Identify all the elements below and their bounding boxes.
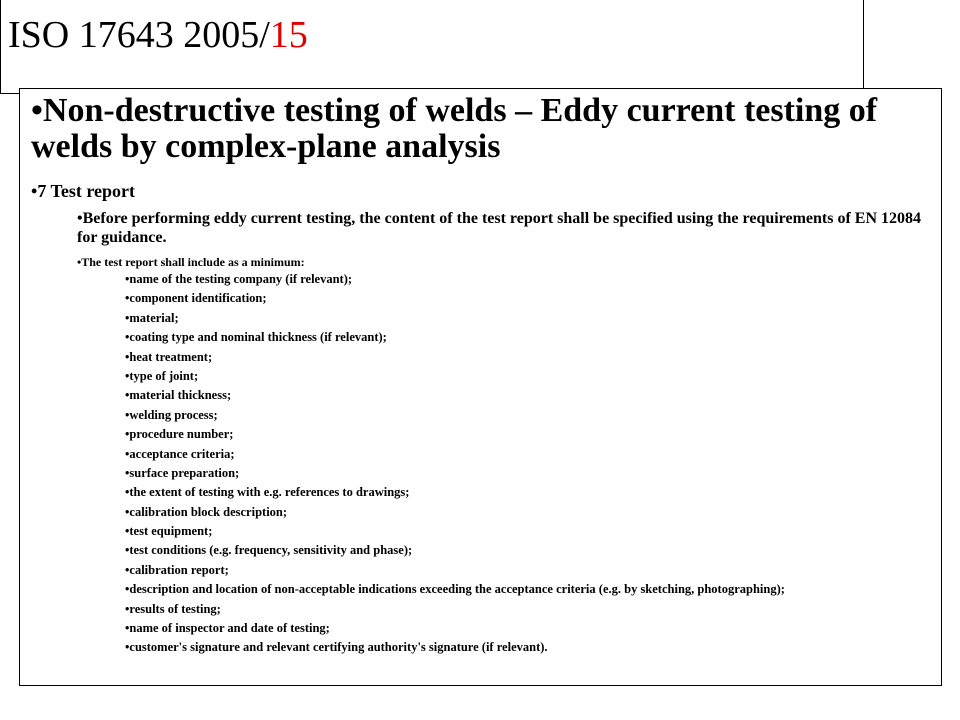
list-item	[125, 640, 925, 655]
heading-bullet: •	[31, 92, 43, 129]
list-item	[125, 311, 925, 326]
list-item-text: acceptance criteria;	[129, 446, 235, 461]
bullet: •	[125, 562, 130, 577]
list-item-text: heat treatment;	[129, 349, 213, 364]
main-heading	[31, 93, 931, 165]
title-box	[0, 0, 864, 94]
list-item	[125, 602, 925, 617]
list-item-text: material;	[129, 310, 179, 325]
bullet: •	[125, 504, 130, 519]
list-item-text: results of testing;	[129, 601, 221, 616]
section-text: 7 Test report	[37, 181, 135, 201]
list-item-text: name of the testing company (if relevant);	[129, 272, 353, 286]
list-item-text: component identification;	[129, 291, 267, 306]
list-item	[125, 388, 925, 403]
list-item-text: customer's signature and relevant certifying authority's signature (if relevant).	[129, 640, 548, 655]
list-item	[125, 621, 925, 636]
title-standard: ISO 17643 2005/	[8, 14, 270, 56]
list-intro-text: The test report shall include as a minimum:	[81, 255, 305, 269]
bullet: •	[125, 407, 130, 422]
bullet: •	[125, 349, 130, 364]
list-item	[125, 369, 925, 384]
bullet: •	[125, 601, 130, 616]
list-item	[125, 505, 925, 520]
list-item	[125, 330, 925, 345]
bullet: •	[125, 427, 130, 442]
list-item	[125, 427, 925, 442]
bullet: •	[125, 272, 130, 286]
list-item-text: the extent of testing with e.g. references to drawings;	[129, 485, 410, 500]
bullet: •	[125, 465, 130, 480]
list-item-text: name of inspector and date of testing;	[129, 621, 330, 636]
list-item-text: calibration block description;	[129, 504, 288, 519]
list-item	[125, 466, 925, 481]
slide-title	[8, 13, 308, 57]
bullet: •	[125, 543, 130, 558]
bullet: •	[77, 210, 83, 227]
list-item	[125, 447, 925, 462]
list-item	[125, 408, 925, 423]
list-item-text: material thickness;	[129, 388, 232, 403]
list-item-text: type of joint;	[129, 368, 199, 383]
list-item-text: description and location of non-acceptable indications exceeding the acceptance criteria (e.g. by sketching, photographing);	[129, 582, 785, 597]
list-item	[125, 272, 925, 287]
list-item-text: calibration report;	[129, 562, 229, 577]
section-heading	[31, 180, 135, 202]
bullet: •	[125, 330, 130, 345]
bullet: •	[125, 368, 130, 383]
bullet: •	[125, 310, 130, 325]
bullet: •	[31, 181, 38, 201]
requirements-list	[125, 272, 925, 660]
list-item-text: surface preparation;	[129, 465, 240, 480]
list-item-text: test equipment;	[129, 524, 213, 539]
paragraph-text: Before performing eddy current testing, the content of the test report shall be specified using the requirements of EN 12084 for guidance.	[77, 210, 922, 246]
list-item	[125, 485, 925, 500]
content-box	[19, 88, 942, 686]
list-item	[125, 350, 925, 365]
bullet: •	[125, 291, 130, 306]
title-page-number: 15	[269, 14, 308, 56]
list-item-text: procedure number;	[129, 427, 234, 442]
list-item	[125, 563, 925, 578]
list-item	[125, 582, 925, 597]
list-item-text: coating type and nominal thickness (if relevant);	[129, 330, 387, 345]
list-item	[125, 291, 925, 306]
bullet: •	[125, 524, 130, 539]
bullet: •	[77, 255, 82, 269]
bullet: •	[125, 582, 130, 597]
heading-text: Non-destructive testing of welds – Eddy current testing of welds by complex-plane analysis	[31, 92, 878, 165]
intro-paragraph	[77, 209, 937, 247]
bullet: •	[125, 388, 130, 403]
bullet: •	[125, 446, 130, 461]
list-intro	[77, 255, 305, 269]
list-item-text: test conditions (e.g. frequency, sensitivity and phase);	[129, 543, 413, 558]
list-item	[125, 543, 925, 558]
bullet: •	[125, 621, 130, 636]
bullet: •	[125, 640, 130, 655]
bullet: •	[125, 485, 130, 500]
list-item-text: welding process;	[129, 407, 218, 422]
list-item	[125, 524, 925, 539]
